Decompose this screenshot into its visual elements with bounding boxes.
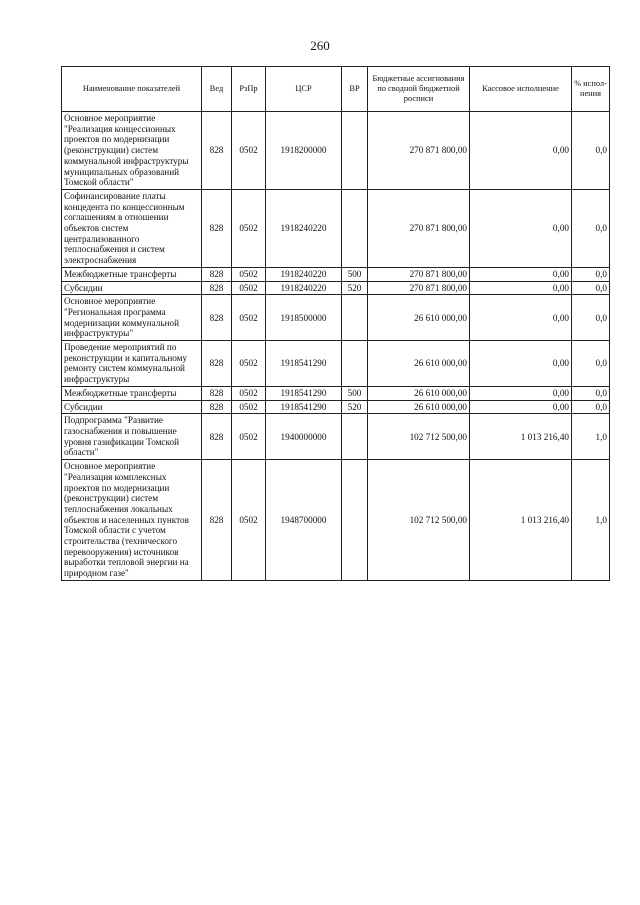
cell-budget: 26 610 000,00 [368,341,470,387]
cell-cash: 1 013 216,40 [470,414,572,460]
cell-vr [342,341,368,387]
cell-rzpr: 0502 [232,386,266,400]
cell-csr: 1948700000 [266,460,342,581]
cell-ved: 828 [202,189,232,267]
header-vr: ВР [342,67,368,112]
header-rzpr: РзПр [232,67,266,112]
cell-name: Проведение мероприятий по реконструкции и капитальному ремонту систем коммунальной инфраструктуры [62,341,202,387]
table-row [62,295,610,341]
cell-ved: 828 [202,295,232,341]
cell-budget: 270 871 800,00 [368,281,470,295]
page-number: 260 [310,38,330,53]
cell-cash: 1 013 216,40 [470,460,572,581]
table-row [62,400,610,414]
cell-ved: 828 [202,386,232,400]
cell-ved: 828 [202,400,232,414]
header-cash: Кассовое исполнение [470,67,572,112]
cell-cash: 0,00 [470,112,572,190]
header-pct: % испол-нения [572,67,610,112]
cell-pct: 0,0 [572,341,610,387]
cell-name: Основное мероприятие "Реализация комплексных проектов по модернизации (реконструкции) систем теплоснабжения локальных объектов и населенных пунктов Томской области с учетом строительства (технического перевооружения) источников выработки тепловой энергии на природном газе" [62,460,202,581]
cell-vr [342,295,368,341]
cell-budget: 26 610 000,00 [368,295,470,341]
cell-rzpr: 0502 [232,400,266,414]
cell-rzpr: 0502 [232,295,266,341]
budget-execution-table [61,66,610,581]
cell-csr: 1940000000 [266,414,342,460]
table-row [62,112,610,190]
cell-vr: 520 [342,281,368,295]
table-row [62,281,610,295]
cell-rzpr: 0502 [232,460,266,581]
cell-budget: 270 871 800,00 [368,267,470,281]
cell-csr: 1918240220 [266,189,342,267]
header-budget: Бюджетные ассигнования по сводной бюджетной росписи [368,67,470,112]
cell-rzpr: 0502 [232,414,266,460]
cell-cash: 0,00 [470,281,572,295]
cell-rzpr: 0502 [232,112,266,190]
cell-csr: 1918500000 [266,295,342,341]
header-csr: ЦСР [266,67,342,112]
cell-budget: 102 712 500,00 [368,414,470,460]
cell-name: Межбюджетные трансферты [62,386,202,400]
cell-vr [342,414,368,460]
table-row [62,267,610,281]
cell-name: Межбюджетные трансферты [62,267,202,281]
table-row [62,414,610,460]
cell-cash: 0,00 [470,341,572,387]
header-name: Наименование показателей [62,67,202,112]
cell-csr: 1918240220 [266,281,342,295]
cell-ved: 828 [202,267,232,281]
cell-cash: 0,00 [470,400,572,414]
header-ved: Вед [202,67,232,112]
cell-csr: 1918240220 [266,267,342,281]
cell-rzpr: 0502 [232,281,266,295]
cell-pct: 0,0 [572,112,610,190]
cell-budget: 26 610 000,00 [368,386,470,400]
cell-csr: 1918200000 [266,112,342,190]
cell-name: Основное мероприятие "Реализация концессионных проектов по модернизации (реконструкции) систем коммунальной инфраструктуры муниципальных образований Томской области" [62,112,202,190]
table-row [62,341,610,387]
cell-vr: 500 [342,386,368,400]
cell-pct: 0,0 [572,189,610,267]
table-row [62,460,610,581]
cell-budget: 270 871 800,00 [368,112,470,190]
cell-rzpr: 0502 [232,267,266,281]
cell-name: Субсидии [62,281,202,295]
cell-budget: 26 610 000,00 [368,400,470,414]
cell-vr [342,112,368,190]
cell-pct: 0,0 [572,267,610,281]
cell-pct: 1,0 [572,414,610,460]
cell-pct: 0,0 [572,386,610,400]
cell-pct: 0,0 [572,400,610,414]
cell-pct: 0,0 [572,295,610,341]
cell-cash: 0,00 [470,189,572,267]
cell-pct: 1,0 [572,460,610,581]
cell-rzpr: 0502 [232,189,266,267]
cell-name: Подпрограмма "Развитие газоснабжения и повышение уровня газификации Томской области" [62,414,202,460]
cell-cash: 0,00 [470,295,572,341]
cell-vr: 500 [342,267,368,281]
cell-budget: 270 871 800,00 [368,189,470,267]
cell-ved: 828 [202,414,232,460]
cell-name: Основное мероприятие "Региональная программа модернизации коммунальной инфраструктуры" [62,295,202,341]
cell-csr: 1918541290 [266,400,342,414]
table-body [62,112,610,581]
cell-ved: 828 [202,460,232,581]
cell-csr: 1918541290 [266,386,342,400]
cell-budget: 102 712 500,00 [368,460,470,581]
cell-vr [342,189,368,267]
table-row [62,386,610,400]
cell-vr: 520 [342,400,368,414]
cell-rzpr: 0502 [232,341,266,387]
cell-pct: 0,0 [572,281,610,295]
cell-ved: 828 [202,112,232,190]
cell-name: Субсидии [62,400,202,414]
cell-ved: 828 [202,281,232,295]
cell-vr [342,460,368,581]
table-header-row [62,67,610,112]
table-row [62,189,610,267]
cell-cash: 0,00 [470,386,572,400]
cell-name: Софинансирование платы концедента по концессионным соглашениям в отношении объектов систем централизованного теплоснабжения и систем электроснабжения [62,189,202,267]
cell-ved: 828 [202,341,232,387]
cell-cash: 0,00 [470,267,572,281]
cell-csr: 1918541290 [266,341,342,387]
